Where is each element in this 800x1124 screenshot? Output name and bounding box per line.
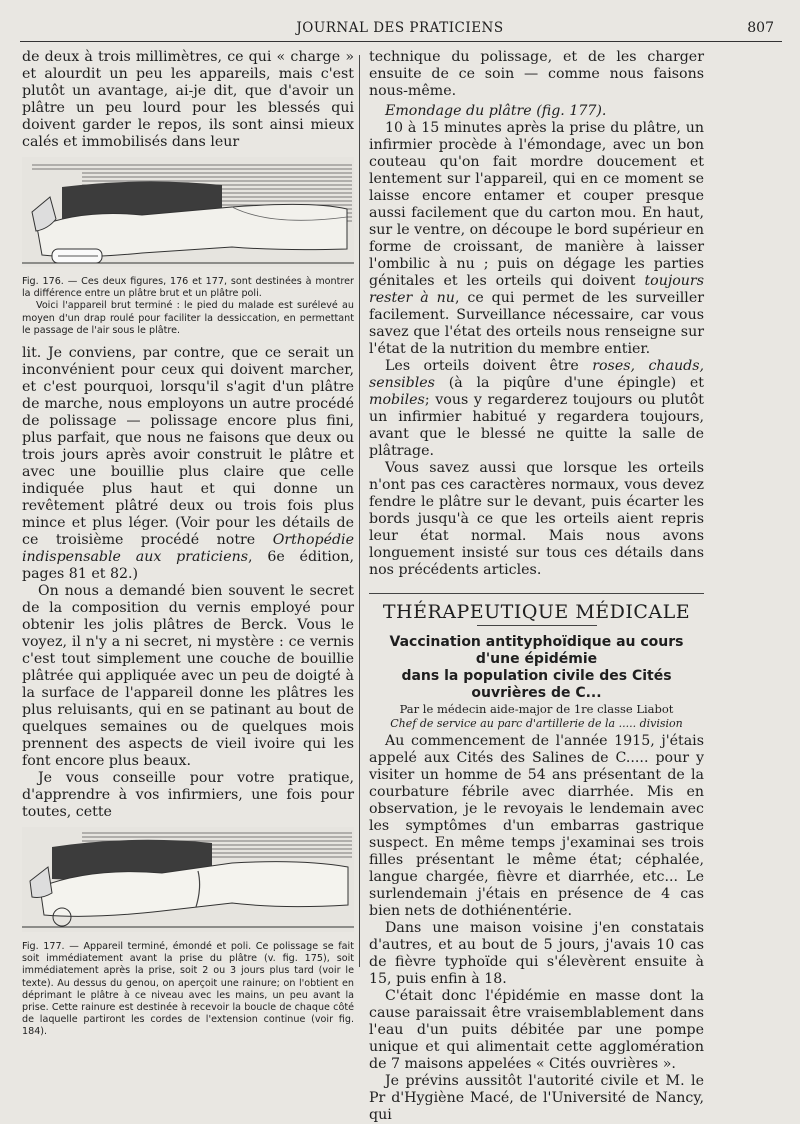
subheading-text: Emondage du plâtre (fig. 177). — [385, 103, 607, 119]
left-paragraph-1: de deux à trois millimètres, ce qui « charge » et alourdit un peu les appareils, mais c'est plutôt un avantage, ai-je dit, que d'avoir un plâtre un peu lourd pour les blessés qui doivent garder le repos, ils sont ainsi mieux calés et immobilisés dans leur — [22, 49, 354, 150]
right-paragraph-2-end: , ce qui permet de les surveiller facilement. Surveillance nécessaire, car vous savez que l'état des orteils nous renseigne sur l'état de la nutrition du membre entier. — [369, 290, 705, 357]
page-header — [20, 18, 780, 40]
section-title: THÉRAPEUTIQUE MÉDICALE — [369, 593, 704, 621]
italic-roses: roses, chauds, sensibles — [369, 358, 704, 391]
article-byline-affiliation: Chef de service au parc d'artillerie de la ..... division — [390, 717, 683, 730]
figure-176-caption-text: Ces deux figures, 176 et 177, sont destinées à montrer la différence entre un plâtre brut et un plâtre poli. — [22, 276, 354, 300]
figure-177-illustration — [22, 827, 354, 932]
figure-176-caption — [22, 276, 354, 337]
left-paragraph-2-text: lit. Je conviens, par contre, que ce serait un inconvénient pour ceux qui doivent marcher, et c'est pourquoi, lorsqu'il s'agit d'un plâtre de marche, nous employons un autre procédé de polissage — polissage encore plus fini, plus parfait, que nous ne faisons que deux ou trois jours après avoir construit le plâtre et avec une bouillie plus claire que celle indiquée plus haut et qui donne un revêtement plâtré deux ou trois fois plus mince et plus léger. (Voir pour les détails de ce troisième procédé notre — [22, 345, 354, 549]
right-paragraph-1: technique du polissage, et de les charger ensuite de ce soin — comme nous faisons nous-même. — [369, 49, 704, 99]
left-paragraph-3: On nous a demandé bien souvent le secret de la composition du vernis employé pour obtenir les jolis plâtres de Berck. Vous le voyez, il n'y a ni secret, ni mystère : ce vernis c'est tout simplement une couche de bouillie plâtrée qui appliquée avec un peu de doigté à la surface de l'appareil donne les plâtres les plus reluisants, qui en se patinant au bout de quelques semaines ou de quelques mois prennent des aspects de vieil ivoire qui les font encore plus beaux. — [22, 583, 354, 770]
right-paragraph-3 — [369, 358, 704, 460]
figure-176-caption-detail: Voici l'appareil brut terminé : le pied du malade est surélevé au moyen d'un drap roulé pour faciliter la dessiccation, en permettant le passage de l'air sous le plâtre. — [22, 300, 354, 336]
article-byline: Par le médecin aide-major de 1re classe Liabot — [399, 702, 674, 716]
right-paragraph-3-a: Les orteils doivent être — [385, 358, 579, 374]
figure-177-caption — [22, 941, 354, 1039]
left-paragraph-4: Je vous conseille pour votre pratique, d'apprendre à vos infirmiers, une fois pour toutes, cette — [22, 770, 354, 821]
header-rule — [20, 41, 782, 42]
right-paragraph-2-text: 10 à 15 minutes après la prise du plâtre, un infirmier procède à l'émondage, avec un bon couteau qu'on fait mordre doucement et lentement sur l'appareil, qui en ce moment se laisse encore entamer et couper presque aussi facilement que du carton mou. En haut, sur le ventre, on découpe le bord supérieur en forme de croissant, de manière à laisser l'ombilic à nu ; puis on dégage les parties génitales et les orteils qui doivent — [369, 120, 704, 289]
right-paragraph-4: Vous savez aussi que lorsque les orteils n'ont pas ces caractères normaux, vous devez fendre le plâtre sur le devant, puis écarter les bords jusqu'à ce que les orteils aient repris leur état normal. Mais nous avons longuement insisté sur tous ces détails dans nos précédents articles. — [369, 460, 704, 578]
figure-176 — [22, 157, 354, 337]
figure-176-illustration — [22, 157, 354, 267]
left-paragraph-2-end: , 6e édition, pages 81 et 82.) — [22, 549, 354, 583]
right-paragraph-3-c: ; vous y regarderez toujours ou plutôt un infirmier habitué y regardera toujours, avant que le blessé ne quitte la salle de plâtrage. — [369, 392, 704, 459]
right-paragraph-2 — [369, 120, 704, 358]
figure-176-label: Fig. 176. — — [22, 276, 78, 287]
figure-177-label: Fig. 177. — — [22, 941, 79, 953]
right-paragraph-7: C'était donc l'épidémie en masse dont la cause paraissait être vraisemblablement dans l'eau d'un puits débitée par une pompe unique et qui alimentait cette agglomération de 7 maisons appelées « Cités ouvrières ». — [369, 988, 704, 1072]
page-number: 807 — [747, 20, 774, 36]
book-title: Orthopédie indispensable aux praticiens — [22, 532, 354, 566]
figure-177-caption-text: Appareil terminé, émondé et poli. Ce polissage se fait soit immédiatement avant la prise du plâtre (v. fig. 175), soit immédiatement après la prise, soit 2 ou 3 jours plus tard (voir le texte). Au dessus du genou, on aperçoit une rainure; on l'obtient en déprimant le plâtre à ce niveau avec les mains, un peu avant la prise. Cette rainure est destinée à recevoir la boucle de chaque côté de laquelle partiront les cordes de l'extension continue (voir fig. 184). — [22, 941, 354, 1038]
section-rule — [477, 625, 597, 626]
column-divider — [359, 55, 360, 967]
right-paragraph-5: Au commencement de l'année 1915, j'étais appelé aux Cités des Salines de C..... pour y visiter un homme de 54 ans présentant de la courbature fébrile avec diarrhée. Mis en observation, je le revoyais le lendemain avec les symptômes d'un embarras gastrique suspect. En même temps j'examinai ses trois filles présentant le même état; céphalée, langue chargée, fièvre et diarrhée, etc... Le surlendemain j'étais en présence de 4 cas bien nets de dothiénentérie. — [369, 733, 704, 919]
journal-title: JOURNAL DES PRATICIENS — [296, 20, 504, 36]
italic-mobiles: mobiles — [369, 392, 425, 408]
right-paragraph-8: Je prévins aussitôt l'autorité civile et M. le Pr d'Hygiène Macé, de l'Université de Nancy, qui — [369, 1073, 704, 1123]
article-title-line-3: dans la population civile des Cités ouvrières de C... — [401, 668, 672, 701]
right-paragraph-6: Dans une maison voisine j'en constatais d'autres, et au bout de 5 jours, j'avais 10 cas de fièvre typhoïde qui s'élevèrent ensuite à 15, puis enfin à 18. — [369, 920, 704, 987]
article-title-line-2: d'une épidémie — [475, 651, 598, 667]
figure-177 — [22, 827, 354, 1039]
left-paragraph-2 — [22, 345, 354, 583]
article-title-line-1: Vaccination antityphoïdique au cours — [389, 634, 684, 650]
subheading-emondage — [369, 103, 704, 120]
italic-toujours: toujours rester à nu — [369, 273, 704, 306]
right-column — [369, 49, 704, 1124]
left-column — [22, 49, 354, 1047]
right-paragraph-3-b: (à la piqûre d'une épingle) et — [448, 375, 704, 391]
